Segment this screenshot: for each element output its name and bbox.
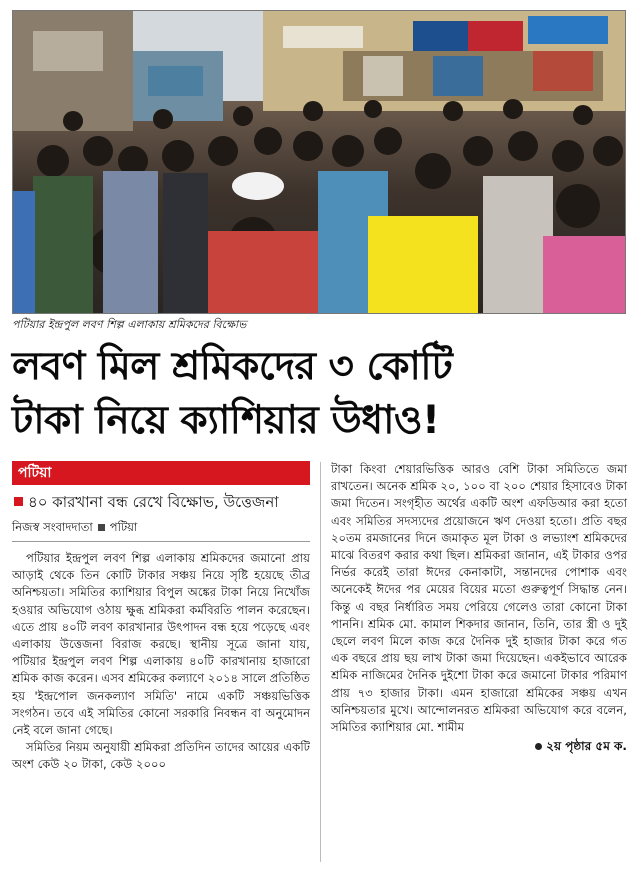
left-column — [12, 461, 310, 774]
bullet-dot-icon — [535, 743, 542, 750]
byline-author: নিজস্ব সংবাদদাতা — [12, 520, 93, 534]
headline-line-1: লবণ মিল শ্রমিকদের ৩ কোটি — [12, 344, 453, 389]
photo-caption: পটিয়ার ইন্দ্রপুল লবণ শিল্প এলাকায় শ্রমিকদের বিক্ষোভ — [12, 318, 247, 331]
right-column — [331, 461, 627, 758]
byline-place: পটিয়া — [109, 520, 138, 534]
column-divider — [320, 462, 321, 862]
article-paragraph: সমিতির নিয়ম অনুযায়ী শ্রমিকরা প্রতিদিন তাদের আয়ের একটি অংশ কেউ ২০ টাকা, কেউ ২০০০ — [12, 740, 310, 772]
article-body-left — [12, 550, 310, 774]
subheadline-text: ৪০ কারখানা বন্ধ রেখে বিক্ষোভ, উত্তেজনা — [28, 493, 279, 511]
article-paragraph: টাকা কিংবা শেয়ারভিত্তিক আরও বেশি টাকা সমিতিতে জমা রাখতেন। অনেক শ্রমিক ২০, ১০০ বা ২০০ শেয়ার হিসাবেও টাকা জমা দিতেন। সংগৃহীত অর্থের একটি অংশ এফডিআর করা হতো এবং সমিতির সদস্যদের প্রয়োজনে ঋণ দেওয়া হতো। প্রতি বছর ২০তম রমজানের দিনে জমাকৃত মূল টাকা ও লভ্যাংশ শ্রমিকদের মাঝে বিতরণ করার কথা ছিল। শ্রমিকরা জানান, এই টাকার ওপর নির্ভর করেই তারা ঈদের কেনাকাটা, সন্তানদের পোশাক এবং অনেকেই ঈদের পর মেয়ের বিয়ের মতো গুরুত্বপূর্ণ সিদ্ধান্ত নেন। কিন্তু এ বছর নির্ধারিত সময় পেরিয়ে গেলেও তারা কোনো টাকা পাননি। শ্রমিক মো. কামাল শিকদার জানান, তিনি, তার স্ত্রী ও দুই ছেলে লবণ মিলে কাজ করে দৈনিক দুই হাজার টাকা করে গত এক বছরে প্রায় ছয় লাখ টাকা জমা দিয়েছেন। একইভাবে আরেক শ্রমিক নাজিমের দৈনিক দুইশো টাকা করে জমানো টাকার পরিমাণ প্রায় ৭৩ হাজার টাকা। এমন হাজারো শ্রমিকের সঞ্চয় এখন অনিশ্চয়তার মুখে। আন্দোলনরত শ্রমিকরা অভিযোগ করে বলেন, সমিতির ক্যাশিয়ার মো. শামীম — [331, 462, 627, 735]
headline-line-2: টাকা নিয়ে ক্যাশিয়ার উধাও! — [12, 398, 440, 443]
byline — [12, 519, 310, 542]
article-paragraph: পটিয়ার ইন্দ্রপুল লবণ শিল্প এলাকায় শ্রমিকদের জমানো প্রায় আড়াই থেকে তিন কোটি টাকার সঞ্চয় নিয়ে সৃষ্টি হয়েছে তীব্র অনিশ্চয়তা। সমিতির ক্যাশিয়ার বিপুল অঙ্কের টাকা নিয়ে নিখোঁজ হওয়ার অভিযোগ ওঠায় ক্ষুব্ধ শ্রমিকরা কর্মবিরতি পালন করেছেন। এতে প্রায় ৪০টি লবণ কারখানার উৎপাদন বন্ধ হয়ে পড়েছে এবং এলাকায় উত্তেজনা বিরাজ করছে। স্থানীয় সূত্রে জানা যায়, পটিয়ার ইন্দ্রপুল লবণ শিল্প এলাকায় ৪০টি কারখানায় হাজারো শ্রমিক কাজ করেন। এসব শ্রমিকের কল্যাণে ২০১৪ সালে প্রতিষ্ঠিত হয় 'ইন্দ্রপোল জনকল্যাণ সমিতি' নামে একটি সঞ্চয়ভিত্তিক সংগঠন। তবে এই সমিতির কোনো সরকারি নিবন্ধন বা অনুমোদন নেই বলে জানা গেছে। — [12, 551, 311, 738]
headline — [12, 340, 624, 448]
continued-note — [331, 738, 627, 758]
red-square-bullet-icon — [14, 497, 23, 506]
square-separator-icon — [98, 524, 105, 531]
article-body-right — [331, 461, 627, 736]
subheadline — [12, 491, 310, 513]
continued-text: ২য় পৃষ্ঠার ৫ম ক. — [546, 739, 627, 754]
protest-photo-illustration — [13, 11, 625, 313]
section-label: পটিয়া — [12, 461, 310, 485]
protest-photo — [12, 10, 626, 314]
